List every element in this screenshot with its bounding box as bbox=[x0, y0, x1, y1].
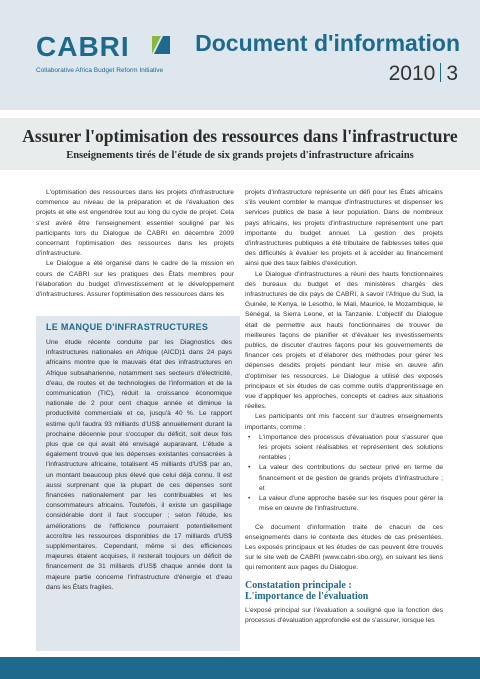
issue-index: 3 bbox=[446, 62, 458, 85]
footer-bar bbox=[0, 657, 480, 679]
right-paragraph-4: Ce document d'information traite de chacun de ces enseignements dans le contexte des études de cas présentées. Les exposés principaux et les études de cas peuvent être trouvés sur le site web de CABRI (www.cabri-sbo.org), en suivant les liens qui remontent aux pages du Dialogue. bbox=[245, 523, 443, 572]
left-column bbox=[36, 188, 234, 300]
issue-separator bbox=[440, 63, 441, 82]
box-text: Une étude récente conduite par les Diagnostics des infrastructures nationales en Afrique (AICD)1 dans 24 pays africains montre que le mauvais état des infrastructures en Afrique subsaharienne, notamment ses secteurs d'électricité, d'eau, de routes et de technologies de l'information et de la communication (TIC), réduit la croissance économique nationale de 2 pour cent chaque année et diminue la productivité commerciale et ce, jusqu'à 40 %. Le rapport estime qu'il faudra 93 milliards d'US$ annuellement durant la prochaine décennie pour s'occuper du déficit, soit deux fois plus que ce qui avait été envisagé auparavant. L'étude a également trouvé que les dépenses existantes consacrées à l'infrastructure africaine, totalisent 45 milliards d'US$ par an, un montant beaucoup plus élevé que celui déjà connu. Il est aussi surprenant que la plupart de ces dépenses sont financées nationalement par les contribuables et les consommateurs africains. Toutefois, il existe un gaspillage considérable dont il faut s'occuper ; selon l'étude, les améliorations de l'efficience pourraient potentiellement accroître les ressources disponibles de 17 milliards d'US$ supplémentaires. Cependant, même si des efficiences majeures étaient acquises, il resterait toujours un déficit de financement de 31 milliards d'US$ chaque année dont la majeure partie concerne l'infrastructure d'énergie et d'eau dans les États fragiles. bbox=[46, 339, 232, 591]
right-paragraph-2: Le Dialogue d'infrastructures a réuni des hauts fonctionnaires des bureaux du budget et des ministères chargés des infrastructures de dix pays de CABRI, à savoir l'Afrique du Sud, la Guinée, le Kenya, le Lesotho, le Mali, Maurice, le Mozambique, le Sénégal, la Sierra Leone, et la Tanzanie. L'objectif du Dialogue était de permettre aux hauts fonctionnaires de trouver de meilleures façons de planifier et d'évaluer les investissements publics, de discuter d'autres façons pour les gouvernements de financer ces projets et d'élaborer des méthodes pour gérer les dépenses desdits projets pendant leur mise en œuvre afin d'optimiser les ressources. Le Dialogue a utilisé des exposés principaux et six études de cas comme outils d'apprentissage en vue d'appliquer les approches, concepts et cadres aux situations réelles. bbox=[245, 270, 443, 411]
issue-number bbox=[389, 62, 458, 86]
section-heading bbox=[245, 580, 443, 602]
document-type-title: Document d'information bbox=[195, 30, 460, 56]
page-subtitle: Enseignements tirés de l'étude de six grands projets d'infrastructure africains bbox=[66, 150, 414, 161]
list-item: • La valeur d'une approche basée sur les risques pour gérer la mise en œuvre de l'infrastructure. bbox=[245, 494, 443, 514]
list-item: • L'importance des processus d'évaluation pour s'assurer que les projets soient réalisables et représentent des solutions rentables ; bbox=[245, 433, 443, 464]
section-heading-line-1: Constatation principale : bbox=[245, 579, 352, 591]
list-item: • La valeur des contributions du secteur privé en terme de financement et de gestion de grands projets d'infrastructure ; et bbox=[245, 463, 443, 494]
page-title: Assurer l'optimisation des ressources dans l'infrastructure bbox=[22, 126, 458, 146]
infrastructure-gap-box bbox=[36, 316, 240, 651]
lessons-list bbox=[245, 433, 443, 515]
issue-year: 2010 bbox=[388, 62, 436, 85]
box-title: LE MANQUE D'INFRASTRUCTURES bbox=[46, 322, 209, 332]
cabri-logo-icon bbox=[150, 34, 172, 56]
right-paragraph-1: projets d'infrastructure représente un défi pour les États africains s'ils veulent combler le manque d'infrastructures et dispenser les services publics de base à leur population. Dans de nombreux pays africains, les projets d'infrastructure représentent une part importante du budget annuel. La gestion des projets d'infrastructures publiques a été tributaire de faiblesses telles que des difficultés à évaluer les projets et à accéder au financement ainsi que des taux faibles d'exécution. bbox=[245, 189, 443, 268]
right-paragraph-3: Les participants ont mis l'accent sur d'autres enseignements importants, comme : bbox=[245, 413, 443, 431]
right-paragraph-5: L'exposé principal sur l'évaluation a souligné que la fonction des processus d'évaluation approfondie est de s'assurer, lorsque les bbox=[245, 606, 443, 624]
logo-subtitle: Collaborative Africa Budget Reform Initiative bbox=[36, 67, 164, 74]
left-paragraph-1: L'optimisation des ressources dans les projets d'infrastructure commence au niveau de la préparation et de l'évaluation des projets et elle est engendrée tout au long du cycle de projet. Cela s'est avéré être l'enseignement essentiel souligné par les participants lors du Dialogue de CABRI en décembre 2009 concernant l'optimisation des ressources dans les projets d'infrastructure. bbox=[36, 189, 234, 258]
section-heading-line-2: L'importance de l'évaluation bbox=[245, 590, 369, 602]
cabri-logo-text: CABRI bbox=[36, 31, 130, 62]
left-paragraph-2: Le Dialogue a été organisé dans le cadre de la mission en cours de CABRI sur les pratiques des États membres pour l'élaboration du budget d'investissement et le développement d'infrastructures. Assurer l'optimisation des ressources dans les bbox=[36, 260, 234, 299]
right-column bbox=[245, 188, 443, 626]
